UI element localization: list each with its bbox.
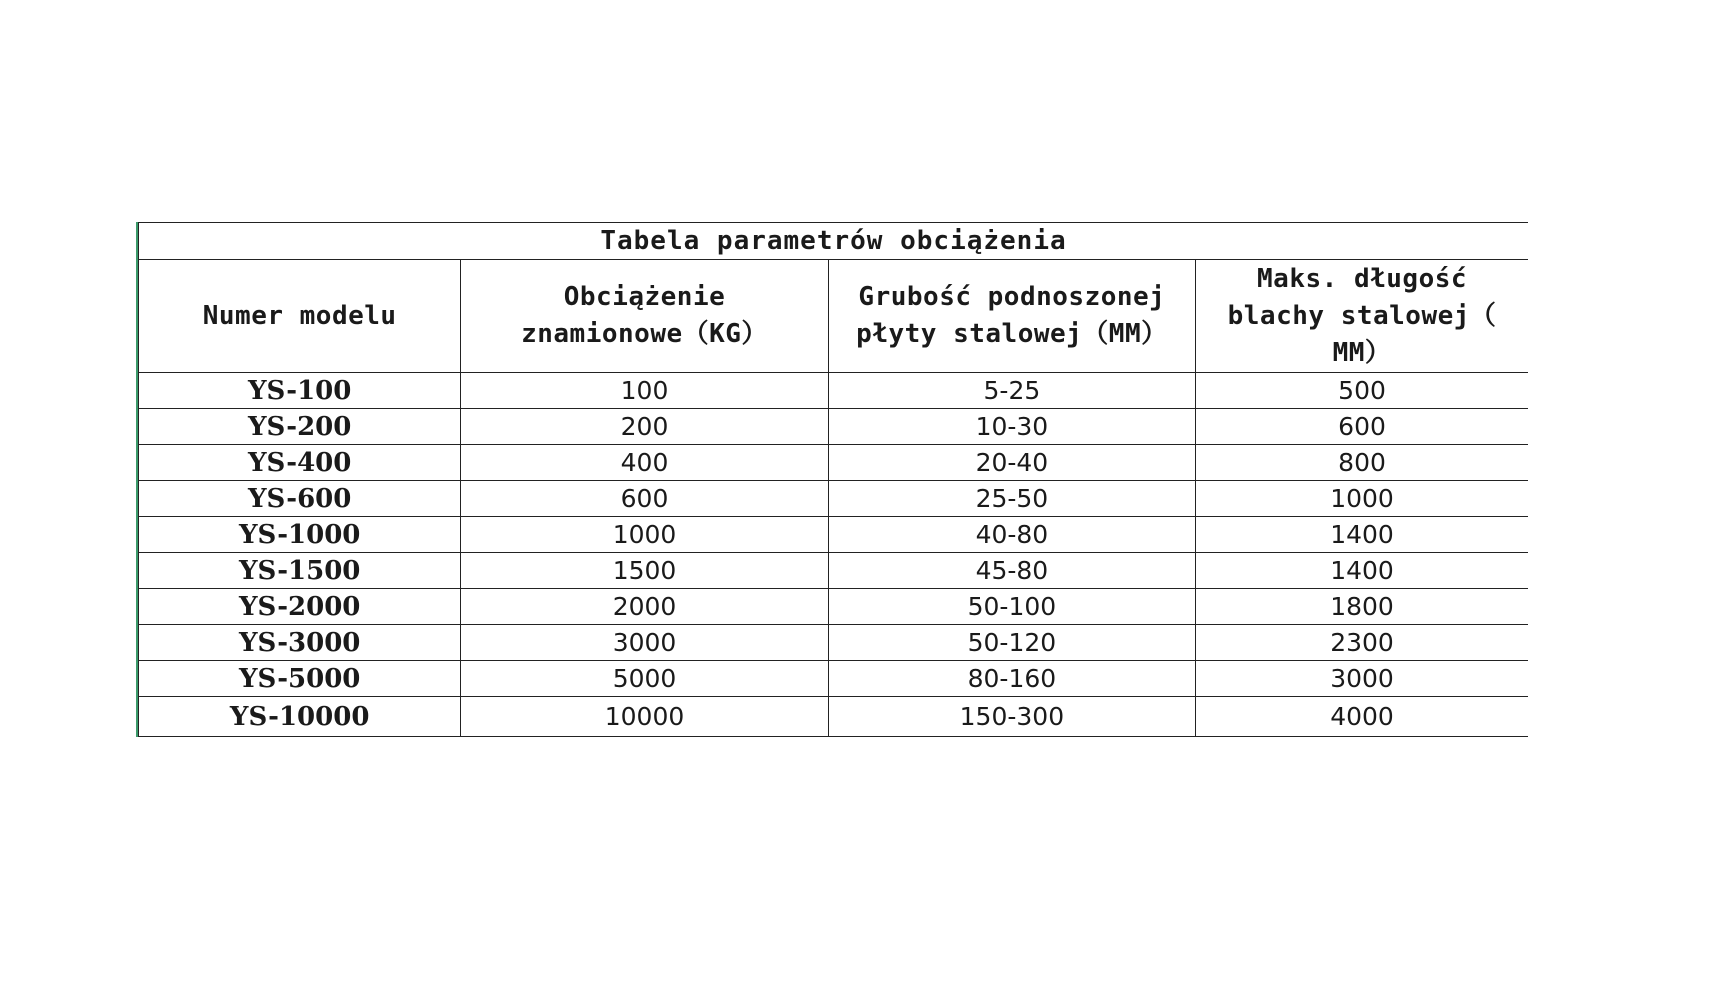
cell-rated-load: 600 (461, 481, 828, 517)
cell-rated-load: 5000 (461, 661, 828, 697)
cell-model: YS-400 (139, 445, 461, 481)
header-rated-load: Obciążenie znamionowe（KG） (461, 260, 828, 373)
cell-plate-thickness: 40-80 (828, 517, 1195, 553)
table-row (139, 625, 1529, 661)
cell-plate-thickness: 5-25 (828, 373, 1195, 409)
cell-model: YS-5000 (139, 661, 461, 697)
cell-max-length: 600 (1196, 409, 1528, 445)
parameter-sheet (136, 222, 1528, 737)
cell-model: YS-100 (139, 373, 461, 409)
cell-max-length: 1400 (1196, 517, 1528, 553)
cell-max-length: 2300 (1196, 625, 1528, 661)
cell-model: YS-2000 (139, 589, 461, 625)
cell-rated-load: 400 (461, 445, 828, 481)
cell-rated-load: 10000 (461, 697, 828, 737)
cell-max-length: 800 (1196, 445, 1528, 481)
cell-plate-thickness: 10-30 (828, 409, 1195, 445)
table-row (139, 373, 1529, 409)
table-row (139, 661, 1529, 697)
title-row (139, 223, 1529, 260)
table-row (139, 445, 1529, 481)
table-row (139, 409, 1529, 445)
cell-max-length: 1400 (1196, 553, 1528, 589)
table-row (139, 697, 1529, 737)
header-max-plate-length: Maks. długość blachy stalowej（ MM） (1196, 260, 1528, 373)
header-row (139, 260, 1529, 373)
cell-max-length: 1000 (1196, 481, 1528, 517)
cell-model: YS-1000 (139, 517, 461, 553)
cell-plate-thickness: 45-80 (828, 553, 1195, 589)
cell-rated-load: 200 (461, 409, 828, 445)
header-plate-thickness: Grubość podnoszonej płyty stalowej（MM） (828, 260, 1195, 373)
cell-max-length: 500 (1196, 373, 1528, 409)
cell-plate-thickness: 20-40 (828, 445, 1195, 481)
cell-max-length: 1800 (1196, 589, 1528, 625)
cell-plate-thickness: 50-120 (828, 625, 1195, 661)
cell-plate-thickness: 50-100 (828, 589, 1195, 625)
cell-model: YS-600 (139, 481, 461, 517)
cell-rated-load: 3000 (461, 625, 828, 661)
cell-rated-load: 1000 (461, 517, 828, 553)
table-row (139, 481, 1529, 517)
cell-max-length: 3000 (1196, 661, 1528, 697)
table-row (139, 517, 1529, 553)
cell-rated-load: 2000 (461, 589, 828, 625)
cell-max-length: 4000 (1196, 697, 1528, 737)
cell-model: YS-1500 (139, 553, 461, 589)
table-title: Tabela parametrów obciążenia (139, 223, 1529, 260)
cell-plate-thickness: 150-300 (828, 697, 1195, 737)
cell-rated-load: 100 (461, 373, 828, 409)
cell-model: YS-200 (139, 409, 461, 445)
cell-model: YS-10000 (139, 697, 461, 737)
cell-model: YS-3000 (139, 625, 461, 661)
header-model-number: Numer modelu (139, 260, 461, 373)
cell-rated-load: 1500 (461, 553, 828, 589)
table-row (139, 589, 1529, 625)
cell-plate-thickness: 25-50 (828, 481, 1195, 517)
load-parameter-table (138, 222, 1528, 737)
table-row (139, 553, 1529, 589)
cell-plate-thickness: 80-160 (828, 661, 1195, 697)
